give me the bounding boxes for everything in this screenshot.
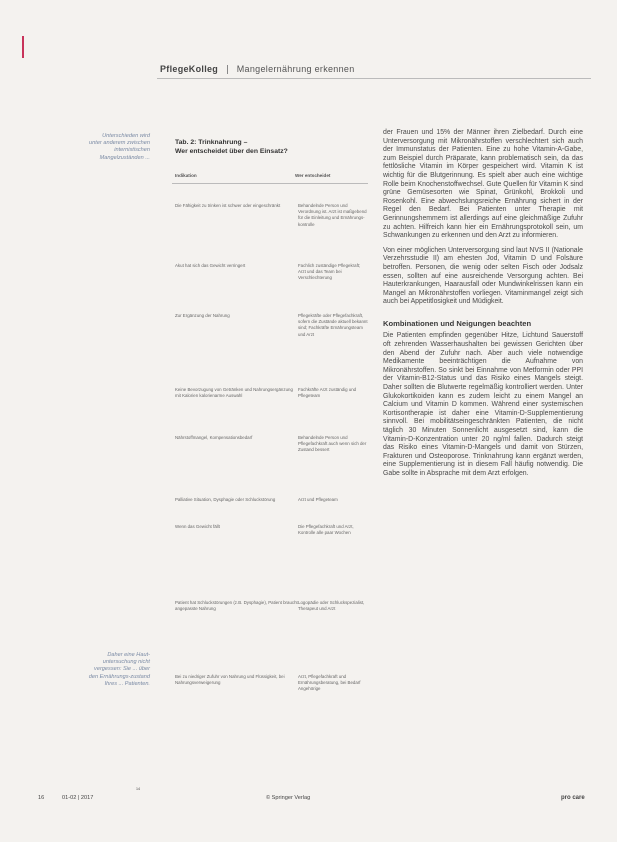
cell-indication: Palliative Situation, Dysphagie oder Schluckstörung xyxy=(175,497,276,502)
table-title-line: Tab. 2: Trinknahrung – xyxy=(175,139,248,146)
cell-indication: Die Fähigkeit zu trinken ist schwer oder eingeschränkt xyxy=(175,203,281,208)
cell-decision: Behandelnde Person und Pflegefachkraft auch wenn sich der Zustand bessert xyxy=(298,435,367,453)
cell-decision: Pflegekräfte oder Pflegefachkraft, sofern die Zustände aktuell bekannt sind; Fachkräfte Ernährungsteam und Arzt xyxy=(298,313,368,337)
cell-indication: Zur Ergänzung der Nahrung xyxy=(175,313,230,318)
body-paragraph: Die Patienten empfinden gegenüber Hitze, Lichtund Sauerstoff oft zehrenden Wasserhaushalten bei gewissen Gerichten über den Abend der Zufuhr nach. Aber auch viele notwendige Medikamente beeinträchtigen die Aufnahme von Mikronährstoffen. So sinkt bei Einnahme von Metformin oder PPI der Vitamin-B12-Status und das Risiko eines Mangels steigt. Daher sollten die Blutwerte regelmäßig kontrolliert werden. Unter Glukokortikoiden kann es zudem leicht zu einem Mangel an Calcium und Vitamin D kommen. Während einer systemischen Kortisontherapie ist daher eine Vitamin-D-Supplementierung sinnvoll. Bei mobilitätseingeschränkten Patienten, die nicht täglich 30 Minuten Sonnenlicht ausgesetzt sind, kann die Vitamin-D-Konzentration unter 20 ng/ml fallen. Dadurch steigt das Risiko eines Vitamin-D-Mangels und damit von Stürzen, Frakturen und Osteoporose. Trinknahrung kann ergänzt werden, eine Supplementierung ist in diesem Fall häufig notwendig. Die Gabe sollte in Absprache mit dem Arzt erfolgen. xyxy=(383,332,583,477)
body-paragraph: Von einer möglichen Unterversorgung sind laut NVS II (Nationale Verzehrsstudie II) am ehesten Jod, Vitamin D und Folsäure betroffen. Personen, die wenig oder selten Fisch oder Jodsalz essen, sollten auf eine ausreichende Versorgung achten. Bei Hauterkrankungen, Haarausfall oder Mundwinkelrissen kann ein Mangel an Mikronährstoffen vorliegen. Vitaminmangel zeigt sich auch bei Appetitlosigkeit und Müdigkeit. xyxy=(383,246,583,306)
table-row xyxy=(172,435,372,454)
footer-mark: 14 xyxy=(136,787,140,791)
cell-indication: Bei zu niedriger Zufuhr von Nahrung und Flüssigkeit, bei Nahrungsverweigerung xyxy=(175,674,285,686)
header-separator xyxy=(227,65,228,74)
cell-decision: Logopädie oder Schluckspezialist, Therapeut und Arzt xyxy=(298,600,365,612)
issue-date: 01-02 | 2017 xyxy=(62,795,94,801)
body-paragraph: der Frauen und 15% der Männer ihren Zielbedarf. Durch eine Unterversorgung mit Mikronährstoffen verschlechtert sich auch der Immunstatus der Patienten. Eine zu hohe Vitamin-A-Gabe, zum Beispiel durch Präparate, kann problematisch sein, da das fettlösliche Vitamin im Körper gespeichert wird. Vitamin K ist wichtig für die Blutgerinnung. Es spielt aber auch eine wichtige Rolle beim Knochenstoffwechsel. Gute Quellen für Vitamin K sind grüne Gemüsesorten wie Spinat, Grünkohl, Brokkoli und Rosenkohl. Eine abwechslungsreiche Ernährung sichert in der Regel den Bedarf. Bei Patienten unter Therapie mit Gerinnungshemmern ist allerdings auf eine gleichmäßige Zufuhr zu achten. Hilfreich kann hier ein Ernährungsprotokoll sein, um Schwankungen zu erkennen und den Arzt zu informieren. xyxy=(383,129,583,240)
cell-indication: Nährstoffmangel, Kompensationsbedarf xyxy=(175,435,253,440)
cell-decision: Die Pflegefachkraft und Arzt, Kontrolle alle paar Wochen xyxy=(298,524,354,536)
cell-indication: Akut hat sich das Gewicht verringert xyxy=(175,263,246,268)
table-title-line: Wer entscheidet über den Einsatz? xyxy=(175,147,288,155)
cell-decision: Fachlich zuständige Pflegekraft; Arzt und das Team bei Verschlechterung xyxy=(298,263,361,281)
table-row xyxy=(172,313,372,338)
column-header-indication: Indikation xyxy=(175,173,197,179)
header-rule xyxy=(157,78,591,79)
publisher: © Springer Verlag xyxy=(266,795,311,801)
table-row xyxy=(172,497,372,503)
table-header-rule xyxy=(172,183,368,184)
table-row xyxy=(172,387,372,399)
cell-decision: Arzt und Pflegeteam xyxy=(298,497,338,502)
header-topic: Mangelernährung erkennen xyxy=(236,64,355,74)
edge-marker xyxy=(22,36,24,58)
table-row xyxy=(172,203,372,228)
table-title xyxy=(175,139,372,156)
table-row xyxy=(172,263,372,282)
running-header xyxy=(160,64,355,74)
table-row xyxy=(172,674,372,693)
cell-indication: Patient hat Schluckstörungen (z.B. Dysphagie), Patient braucht angepasste Nahrung xyxy=(175,600,298,612)
body-column xyxy=(383,129,583,479)
margin-note: Unterschieden wird unter anderem zwischen internistischen Mangelzuständen ... xyxy=(89,133,150,161)
cell-decision: Behandelnde Person und Verordnung ist. Arzt ist maßgebend für die Einleitung und Ernährungs-kontrolle xyxy=(298,203,367,227)
section-heading: Kombinationen und Neigungen beachten xyxy=(383,318,532,328)
table-header xyxy=(172,173,372,178)
page-number: 16 xyxy=(38,795,45,801)
header-brand: PflegeKolleg xyxy=(160,64,219,74)
cell-indication: Wenn das Gewicht fällt xyxy=(175,524,220,529)
table-2 xyxy=(172,130,372,818)
cell-decision: Fachkräfte Arzt zuständig und Pflegeteam xyxy=(298,387,357,399)
journal-name: pro care xyxy=(561,795,585,801)
cell-indication: Keine Bevorzugung von Getränken und Nahrungsergänzung mit Kalorien kalorienarme Auswahl xyxy=(175,387,293,399)
table-row xyxy=(172,600,372,612)
column-header-decision: Wer entscheidet xyxy=(295,173,331,179)
table-row xyxy=(172,524,372,536)
cell-decision: Arzt, Pflegefachkraft und Ernährungsberatung, bei Bedarf Angehörige xyxy=(298,674,361,692)
margin-note: Daher eine Haut-untersuchung nicht vergessen: Sie ... über den Ernährungs-zustand Ihres ... Patienten. xyxy=(88,652,150,687)
